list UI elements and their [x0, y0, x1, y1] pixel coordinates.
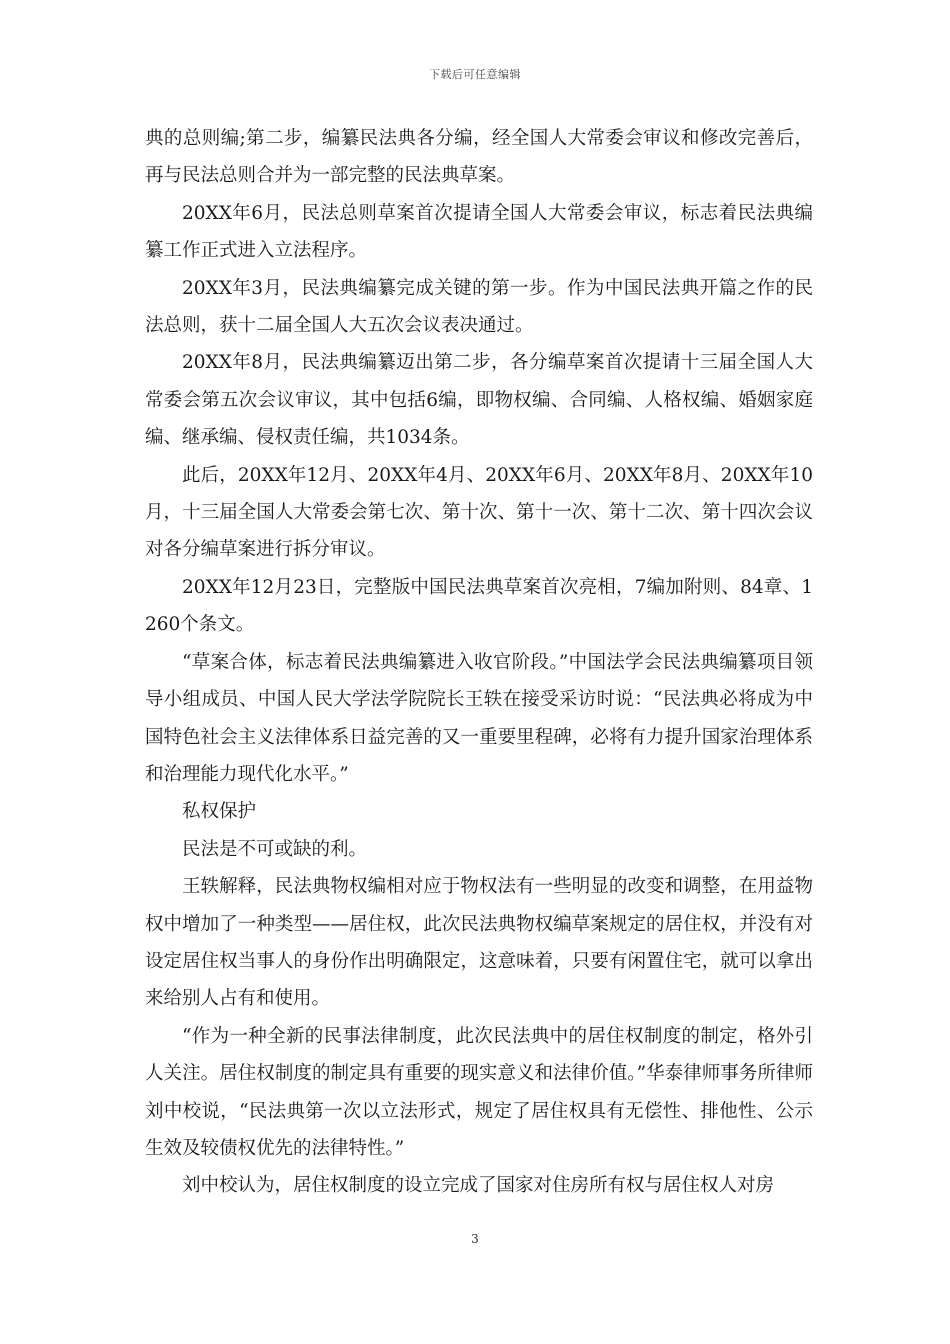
paragraph: 典的总则编;第二步，编纂民法典各分编，经全国人大常委会审议和修改完善后，再与民法总则合并为一部完整的民法典草案。 [145, 128, 813, 187]
paragraph: 民法是不可或缺的利。 [182, 838, 368, 860]
paragraph: 20XX年8月，民法典编纂迈出第二步，各分编草案首次提请十三届全国人大常委会第五次会议审议，其中包括6编，即物权编、合同编、人格权编、婚姻家庭编、继承编、侵权责任编，共1034条。 [145, 352, 813, 449]
paragraph: 20XX年12月23日，完整版中国民法典草案首次亮相，7编加附则、84章、1260个条文。 [145, 576, 813, 636]
paragraph: 刘中校认为，居住权制度的设立完成了国家对住房所有权与居住权人对房 [182, 1175, 775, 1197]
paragraph: 此后，20XX年12月、20XX年4月、20XX年6月、20XX年8月、20XX年10月，十三届全国人大常委会第七次、第十次、第十一次、第十二次、第十四次会议对各分编草案进行拆分审议。 [145, 464, 813, 561]
paragraph: 20XX年6月，民法总则草案首次提请全国人大常委会审议，标志着民法典编纂工作正式进入立法程序。 [145, 202, 813, 262]
page-header: 下载后可任意编辑 [429, 68, 521, 81]
section-heading: 私权保护 [182, 801, 257, 823]
page-number: 3 [471, 1232, 479, 1246]
document-body [145, 120, 813, 1205]
paragraph: 20XX年3月，民法典编纂完成关键的第一步。作为中国民法典开篇之作的民法总则，获十二届全国人大五次会议表决通过。 [145, 277, 813, 337]
paragraph: 王轶解释，民法典物权编相对应于物权法有一些明显的改变和调整，在用益物权中增加了一种类型——居住权，此次民法典物权编草案规定的居住权，并没有对设定居住权当事人的身份作出明确限定，这意味着，只要有闲置住宅，就可以拿出来给别人占有和使用。 [145, 876, 813, 1010]
paragraph: “作为一种全新的民事法律制度，此次民法典中的居住权制度的制定，格外引人关注。居住权制度的制定具有重要的现实意义和法律价值。”华泰律师事务所律师刘中校说，“民法典第一次以立法形式，规定了居住权具有无偿性、排他性、公示生效及较债权优先的法律特性。” [145, 1025, 813, 1159]
paragraph: “草案合体，标志着民法典编纂进入收官阶段。”中国法学会民法典编纂项目领导小组成员、中国人民大学法学院院长王轶在接受采访时说：“民法典必将成为中国特色社会主义法律体系日益完善的又一重要里程碑，必将有力提升国家治理体系和治理能力现代化水平。” [145, 651, 813, 785]
